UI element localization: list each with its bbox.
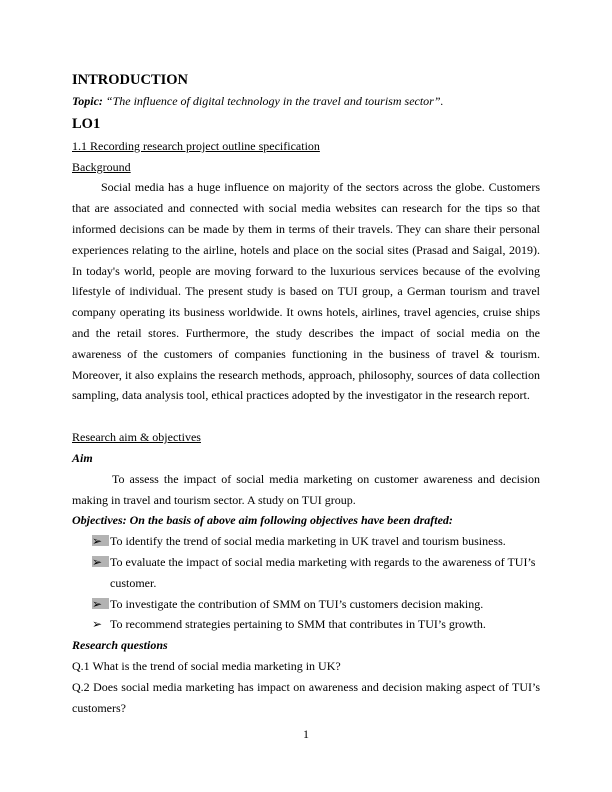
questions-label: Research questions — [72, 638, 168, 653]
question-2: Q.2 Does social media marketing has impact on awareness and decision making aspect of TUI’s customers? — [72, 679, 540, 715]
objective-text: To evaluate the impact of social media marketing with regards to the awareness of TUI’s customer. — [110, 554, 536, 590]
arrow-bullet-icon: ➢ — [92, 556, 109, 567]
list-item — [92, 552, 540, 594]
topic-line — [72, 91, 540, 112]
aim-objectives-title: Research aim & objectives — [72, 430, 201, 445]
introduction-heading: INTRODUCTION — [72, 72, 189, 88]
objective-text: To investigate the contribution of SMM on TUI’s customers decision making. — [110, 596, 484, 611]
document-page — [72, 70, 540, 718]
page-number: 1 — [303, 727, 309, 741]
arrow-bullet-icon: ➢ — [92, 535, 109, 546]
arrow-bullet-icon: ➢ — [92, 598, 109, 609]
objectives-list — [72, 531, 540, 635]
list-item — [92, 594, 540, 615]
arrow-bullet-icon: ➢ — [92, 617, 103, 632]
background-label: Background — [72, 159, 131, 174]
section-title: 1.1 Recording research project outline specification — [72, 138, 320, 153]
aim-text: To assess the impact of social media marketing on customer awareness and decision making in travel and tourism sector. A study on TUI group. — [72, 471, 540, 507]
background-paragraph: Social media has a huge influence on majority of the sectors across the globe. Customers that are associated and connected with social media websites can research for the tips so that informed decisions can be made by them in terms of their travels. They can share their personal experiences relating to the airline, hotels and place on the social sites (Prasad and Saigal, 2019). In today's world, people are moving forward to the luxurious services because of the evolving lifestyle of individual. The present study is based on TUI group, a German tourism and travel company operating its business worldwide. It owns hotels, airlines, travel agencies, cruise ships and the retail stores. Furthermore, the study describes the impact of social media on the awareness of the customers of companies functioning in the business of travel & tourism. Moreover, it also explains the research methods, approach, philosophy, sources of data collection sampling, data analysis tool, ethical practices adopted by the investigator in the research report. — [72, 180, 540, 403]
lo1-heading: LO1 — [72, 115, 101, 132]
objective-text: To identify the trend of social media marketing in UK travel and tourism business. — [110, 534, 506, 549]
topic-label: Topic: — [72, 94, 103, 108]
aim-label: Aim — [72, 450, 93, 465]
objectives-intro: Objectives: On the basis of above aim following objectives have been drafted: — [72, 513, 453, 528]
spacer — [72, 406, 540, 427]
list-item — [92, 531, 540, 552]
question-1: Q.1 What is the trend of social media marketing in UK? — [72, 658, 341, 673]
list-item — [92, 614, 540, 635]
topic-text: “The influence of digital technology in the travel and tourism sector”. — [102, 94, 444, 108]
objective-text: To recommend strategies pertaining to SMM that contributes in TUI’s growth. — [110, 617, 486, 632]
